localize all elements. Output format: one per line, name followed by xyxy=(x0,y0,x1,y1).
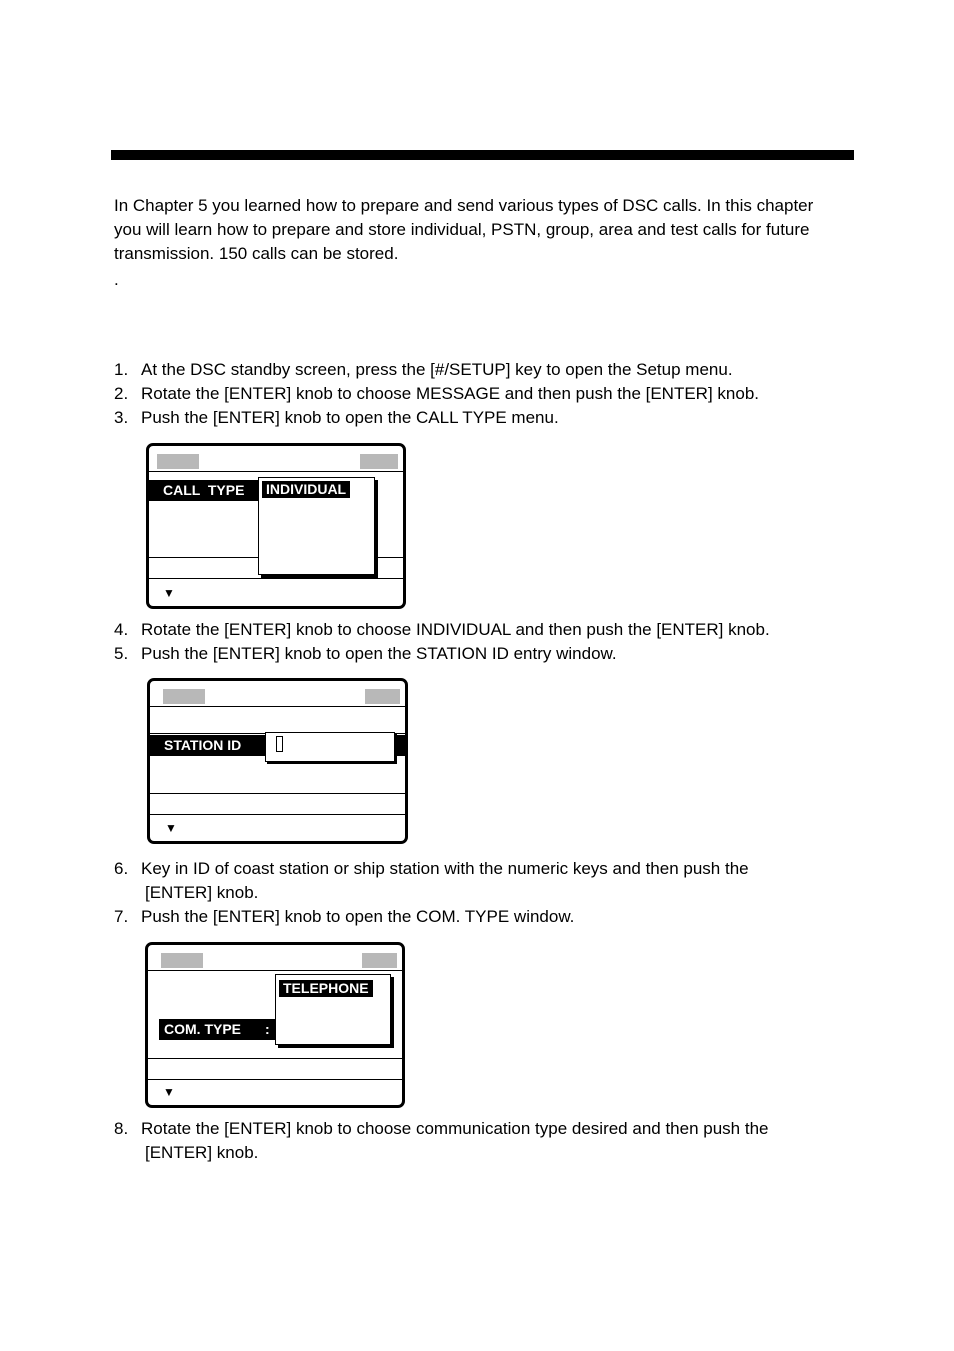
station-id-label: STATION ID xyxy=(150,735,405,756)
step-text-continued: [ENTER] knob. xyxy=(145,883,259,902)
step-text: Push the [ENTER] knob to open the CALL TYPE menu. xyxy=(141,408,559,427)
screen-tab-right xyxy=(365,689,400,704)
call-type-popup xyxy=(258,477,375,575)
scroll-down-icon: ▼ xyxy=(163,1085,175,1099)
step-text: At the DSC standby screen, press the [#/SETUP] key to open the Setup menu. xyxy=(141,360,733,379)
scroll-down-icon: ▼ xyxy=(163,586,175,600)
intro-trailing-dot: . xyxy=(114,270,119,289)
screen-tab-right xyxy=(360,454,398,469)
step-number: 7. xyxy=(114,907,129,926)
step-text: Push the [ENTER] knob to open the STATION ID entry window. xyxy=(141,644,617,663)
step-text: Rotate the [ENTER] knob to choose MESSAGE and then push the [ENTER] knob. xyxy=(141,384,759,403)
com-type-popup xyxy=(275,974,391,1045)
screen-tab-left xyxy=(157,454,199,469)
step-number: 2. xyxy=(114,384,129,403)
step-text: Rotate the [ENTER] knob to choose communication type desired and then push the xyxy=(141,1119,769,1138)
step-text: Push the [ENTER] knob to open the COM. TYPE window. xyxy=(141,907,575,926)
com-type-screen xyxy=(145,942,405,1108)
screen-tab-left xyxy=(161,953,203,968)
chapter-title-rule xyxy=(111,150,854,160)
step-number: 5. xyxy=(114,644,129,663)
com-type-option-selected[interactable]: TELEPHONE xyxy=(279,980,373,997)
call-type-option-selected[interactable]: INDIVIDUAL xyxy=(262,481,350,498)
step-number: 3. xyxy=(114,408,129,427)
screen-tab-left xyxy=(163,689,205,704)
com-type-colon: : xyxy=(265,1021,270,1037)
step-number: 4. xyxy=(114,620,129,639)
step-text: Rotate the [ENTER] knob to choose INDIVIDUAL and then push the [ENTER] knob. xyxy=(141,620,770,639)
call-type-screen xyxy=(146,443,406,609)
step-number: 8. xyxy=(114,1119,129,1138)
step-text: Key in ID of coast station or ship station with the numeric keys and then push the xyxy=(141,859,749,878)
step-text-continued: [ENTER] knob. xyxy=(145,1143,259,1162)
scroll-down-icon: ▼ xyxy=(165,821,177,835)
step-number: 6. xyxy=(114,859,129,878)
text-cursor-icon xyxy=(276,736,283,752)
station-id-screen xyxy=(147,678,408,844)
call-type-label: CALL TYPE xyxy=(149,480,261,501)
screen-tab-right xyxy=(362,953,397,968)
intro-paragraph: In Chapter 5 you learned how to prepare and send various types of DSC calls. In this chapter you will learn how to prepare and store individual, PSTN, group, area and test calls for future transmission. 150 calls can be stored. xyxy=(114,196,814,263)
step-number: 1. xyxy=(114,360,129,379)
com-type-label: COM. TYPE xyxy=(159,1019,277,1040)
station-id-entry[interactable] xyxy=(265,732,395,762)
